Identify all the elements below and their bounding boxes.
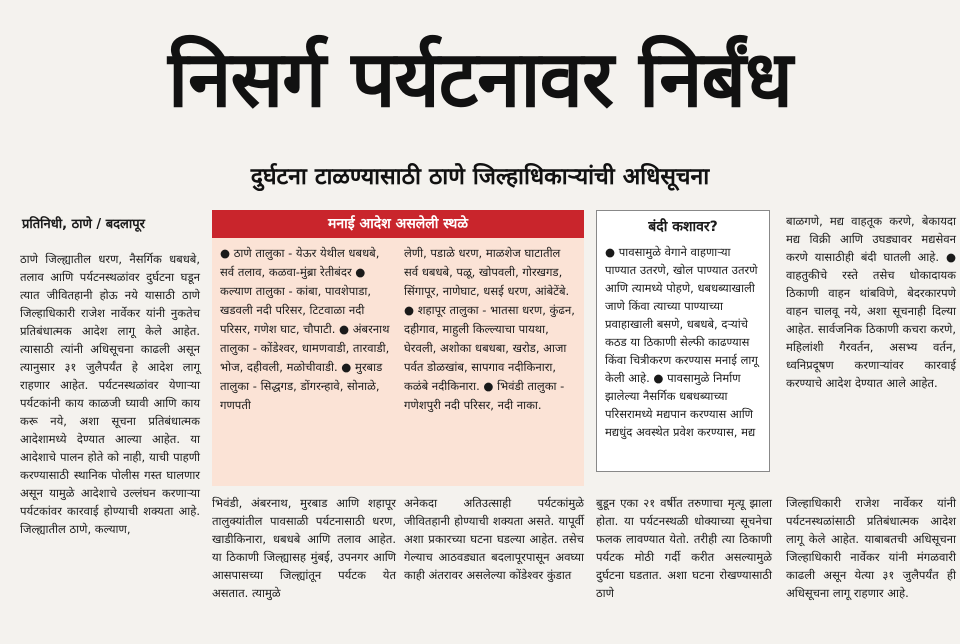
headline: निसर्ग पर्यटनावर निर्बंध — [167, 35, 793, 125]
subheadline: दुर्घटना टाळण्यासाठी ठाणे जिल्हाधिकाऱ्यांची अधिसूचना — [250, 164, 710, 190]
ban-sidebar-text: ● पावसामुळे वेगाने वाहणाऱ्या पाण्यात उतरणे, खोल पाण्यात उतरणे आणि त्यामध्ये पोहणे, धबधब्याखाली जाणे किंवा त्याच्या पाण्याच्या प्रवाहाखाली बसणे, धबधबे, दऱ्यांचे कठड या ठिकाणी सेल्फी काढण्यास किंवा चित्रीकरण करण्यास मनाई लागू केली आहे. ● पावसामुळे निर्माण झालेल्या नैसर्गिक धबधब्याच्या परिसरामध्ये मद्यपान करण्यास आणि मद्यधुंद अवस्थेत प्रवेश करण्यास, मद्य — [605, 245, 758, 439]
article-column-4: बुडून एका २१ वर्षीत तरुणाचा मृत्यू झाला होता. या पर्यटनस्थळी धोक्याच्या सूचनेचा फलक लावण्यात येतो. तरीही त्या ठिकाणी पर्यटक मोठी गर्दी करीत असल्यामुळे दुर्घटना घडतात. अशा घटना रोखण्यासाठी ठाणे — [596, 496, 772, 600]
article-column-2: भिवंडी, अंबरनाथ, मुरबाड आणि शहापूर तालुक्यांतील पावसाळी पर्यटनासाठी धरण, खाडीकिनारा, धबधबे आणि तलाव आहेत. या ठिकाणी जिल्ह्यासह मुंबई, उपनगर आणि आसपासच्या जिल्ह्यांतून पर्यटक येत असतात. त्यामुळे — [212, 496, 396, 600]
article-column-5: जिल्हाधिकारी राजेश नार्वेकर यांनी पर्यटनस्थळांसाठी प्रतिबंधात्मक आदेश लागू केले आहेत. याबाबतची अधिसूचना जिल्हाधिकारी नार्वेकर यांनी मंगळवारी काढली असून येत्या ३१ जुलैपर्यंत ही अधिसूचना लागू राहणार आहे. — [786, 496, 956, 600]
byline: प्रतिनिधी, ठाणे / बदलापूर — [22, 217, 145, 232]
prohibited-places-right: लेणी, पडाळे धरण, माळशेज घाटातील सर्व धबधबे, पळू, खोपवली, गोरखगड, सिंगापूर, नाणेघाट, धसई धरण, आंबेटेंबे. ● शहापूर तालुका - भातसा धरण, कुंढन, दहीगाव, माहुली किल्ल्याचा पायथा, घेरवली, अशोका धबधबा, खरोड, आजा पर्वत डोळखांब, सापगाव नदीकिनारा, कळंबे नदीकिनारा. ● भिवंडी तालुका - गणेशपुरी नदी परिसर, नदी नाका. — [404, 246, 575, 412]
article-column-3: अनेकदा अतिउत्साही पर्यटकांमुळे जीवितहानी होण्याची शक्यता असते. यापूर्वी अशा प्रकारच्या घटना घडल्या आहेत. तसेच गेल्याच आठवड्यात बदलापूरपासून अवघ्या काही अंतरावर असलेल्या कोंडेश्वर कुंडात — [404, 496, 584, 582]
prohibited-places-left: ● ठाणे तालुका - येऊर येथील धबधबे, सर्व तलाव, कळवा-मुंब्रा रेतीबंदर ● कल्याण तालुका - कांबा, पावशेपाडा, खडवली नदी परिसर, टिटवाळा नदी परिसर, गणेश घाट, चौपाटी. ● अंबरनाथ तालुका - कोंडेश्वर, धामणवाडी, तारवाडी, भोज, दहीवली, मळोचीवाडी. ● मुरबाड तालुका - सिद्धगड, डोंगरन्हावे, सोनाळे, गणपती — [220, 246, 390, 412]
ban-sidebar-title: बंदी कशावर? — [648, 219, 718, 235]
article-column-1: ठाणे जिल्ह्यातील धरण, नैसर्गिक धबधबे, तलाव आणि पर्यटनस्थळांवर दुर्घटना घडून त्यात जीवितहानी होऊ नये यासाठी ठाणे जिल्हाधिकारी राजेश नार्वेकर यांनी नुकतेच प्रतिबंधात्मक आदेश लागू केले आहेत. त्यासाठी त्यांनी अधिसूचना काढली असून त्यानुसार ३१ जुलैपर्यंत हे आदेश लागू राहणार आहेत. पर्यटनस्थळांवर येणाऱ्या पर्यटकांनी काय काळजी घ्यावी आणि काय करू नये, अशा सूचना प्रतिबंधात्मक आदेशामध्ये देण्यात आल्या आहेत. या आदेशाचे पालन होते को नाही, याची पाहणी करण्यासाठी स्थानिक पोलीस गस्त घालणार असून यामुळे आदेशाचे उल्लंघन करणाऱ्या पर्यटकांवर कारवाई होण्याची शक्यता आहे. जिल्ह्यातील ठाणे, कल्याण, — [20, 252, 200, 536]
ban-sidebar-continued: बाळगणे, मद्य वाहतूक करणे, बेकायदा मद्य विक्री आणि उघड्यावर मद्यसेवन करणे यासाठीही बंदी घातली आहे. ● वाहतुकीचे रस्ते तसेच धोकादायक ठिकाणी वाहन थांबविणे, बेदरकारपणे वाहन चालवू नये, अशा सूचनाही दिल्या आहेत. सार्वजनिक ठिकाणी कचरा करणे, महिलांशी गैरवर्तन, असभ्य वर्तन, ध्वनिप्रदूषण करणाऱ्यांवर कारवाई करण्याचे आदेश देण्यात आले आहेत. — [786, 214, 956, 390]
prohibited-places-box — [212, 238, 584, 486]
ban-sidebar — [596, 210, 770, 472]
prohibited-places-title: मनाई आदेश असलेली स्थळे — [212, 210, 584, 238]
